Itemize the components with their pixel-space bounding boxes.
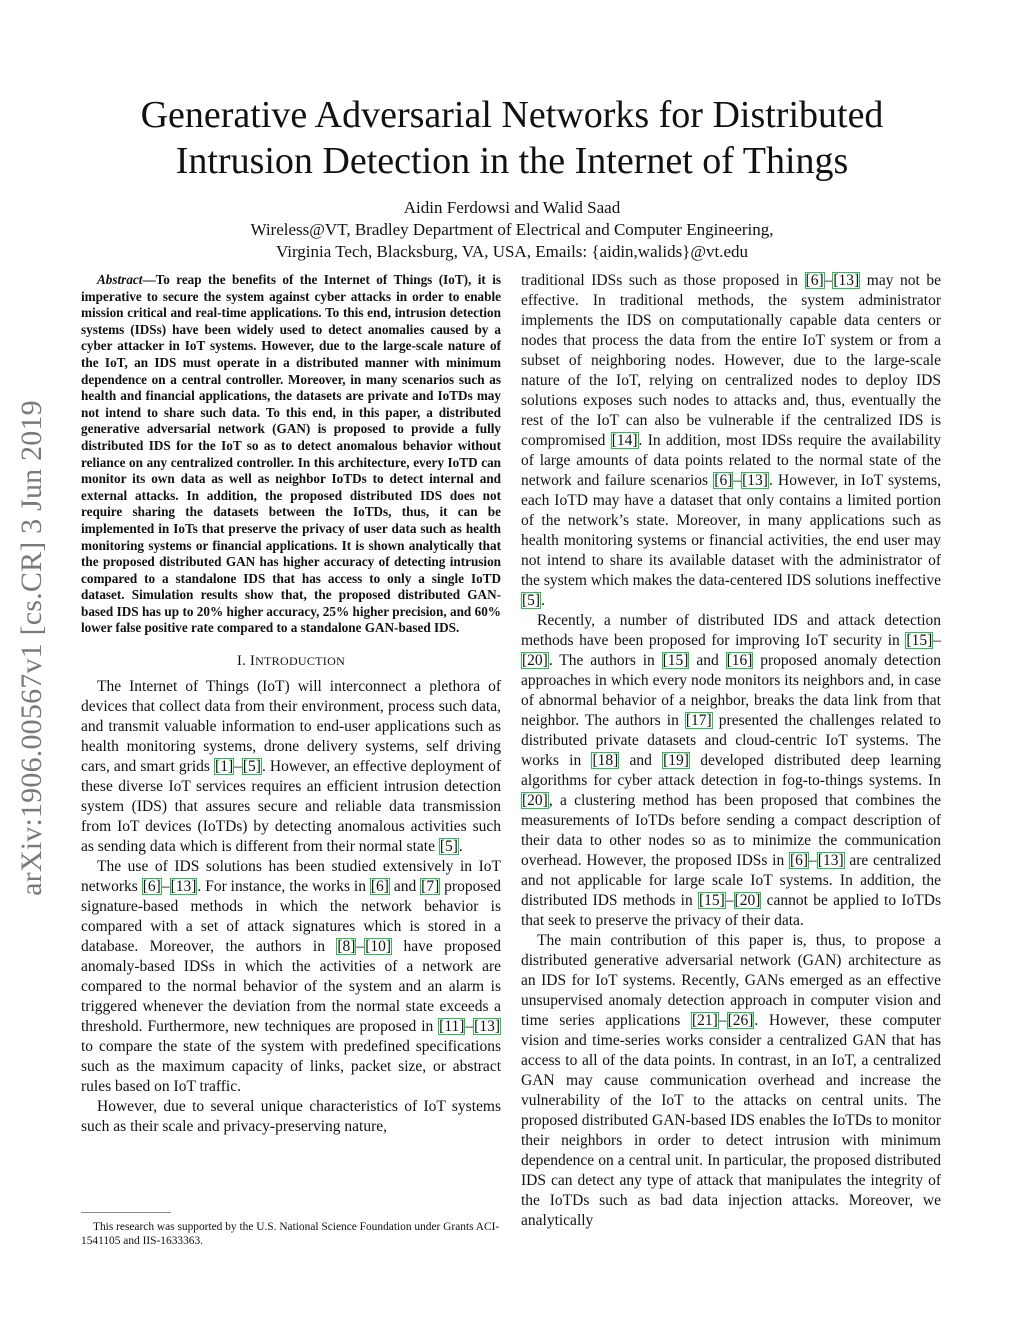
citation-link[interactable]: [15] <box>906 632 933 649</box>
text-run: have proposed anomaly-based IDSs in which the activities of a network are compared to the normal behavior of the system and an alarm is triggered whenever the deviation from the normal state exceeds a threshold. Furthermore, new techniques are proposed in <box>81 938 501 1036</box>
citation-link[interactable]: [19] <box>663 752 689 769</box>
citation-link[interactable]: [13] <box>833 272 860 289</box>
section-title-rest: NTRODUCTION <box>255 654 346 669</box>
citation-link[interactable]: [1] <box>215 758 234 776</box>
dash: – <box>824 272 833 289</box>
period: . <box>541 592 545 609</box>
section-title-cap: I <box>249 653 256 670</box>
citation-link[interactable]: [20] <box>734 892 761 909</box>
text-run: are centralized and not applicable for large scale IoT systems. In addition, the distributed IDS methods in <box>521 852 941 909</box>
text-run: The use of IDS solutions has been studied extensively in IoT networks <box>81 858 501 896</box>
intro-paragraph-2 <box>81 857 501 1097</box>
footnote-rule <box>81 1212 171 1213</box>
abstract-text: To reap the benefits of the Internet of Things (IoT), it is imperative to secure the system against cyber attacks in order to enable mission critical and real-time applications. To this end, intrusion detection systems (IDSs) have been widely used to detect anomalies caused by a cyber attacker in IoT systems. However, due to the large-scale nature of the IoT, an IDS must operate in a distributed manner with minimum dependence on a central controller. Moreover, in many scenarios such as health and financial applications, the datasets are private and IoTDs may not intend to share such data. To this end, in this paper, a distributed generative adversarial network (GAN) is proposed to provide a fully distributed IDS for the IoT so as to detect anomalous behavior without reliance on any centralized controller. In this architecture, every IoTD can monitor its own data as well as neighbor IoTDs to detect internal and external attacks. In addition, the proposed distributed IDS does not require sharing the datasets between the IoTDs, thus, it can be implemented in IoTs that preserve the privacy of user data such as health monitoring systems or financial applications. It is shown analytically that the proposed distributed GAN has higher accuracy of detecting intrusion compared to a standalone IDS that has access to only a single IoTD dataset. Simulation results show that, the proposed distributed GAN-based IDS has up to 20% higher accuracy, 25% higher precision, and 60% lower false positive rate compared to a standalone GAN-based IDS. <box>81 272 501 636</box>
citation-link[interactable]: [15] <box>662 652 689 669</box>
citation-link[interactable]: [16] <box>726 652 753 669</box>
citation-link[interactable]: [20] <box>522 792 548 809</box>
citation-link[interactable]: [21] <box>692 1012 718 1029</box>
citation-link[interactable]: [5] <box>522 592 541 609</box>
title-line-2: Intrusion Detection in the Internet of Things <box>175 140 849 182</box>
author-names: Aidin Ferdowsi and Walid Saad <box>403 198 621 217</box>
text-run: to compare the state of the system with predefined specifications such as the maximum capacity of links, packet size, or abstract rules based on IoT traffic. <box>81 1038 501 1096</box>
text-run: proposed anomaly detection approaches in which every node monitors its neighbors and, in case of abnormal behavior of a neighbor, breaks the data link from that neighbor. The authors in <box>521 652 941 729</box>
section-number: I. <box>236 653 246 670</box>
citation-link[interactable]: [11] <box>439 1018 465 1036</box>
intro-paragraph-3: However, due to several unique characteristics of IoT systems such as their scale and privacy-preserving nature, <box>81 1098 501 1136</box>
text-run: and <box>689 652 726 669</box>
abstract: Abstract—To reap the benefits of the Internet of Things (IoT), it is imperative to secure the system against cyber attacks in order to enable mission critical and real-time applications. To this end, intrusion detection systems (IDSs) have been widely used to detect anomalies caused by a cyber attacker in IoT systems. However, due to the large-scale nature of the IoT, an IDS must operate in a distributed manner with minimum dependence on a central controller. Moreover, in many scenarios such as health and financial applications, the datasets are private and IoTDs may not intend to share such data. To this end, in this paper, a distributed generative adversarial network (GAN) is proposed to provide a fully distributed IDS for the IoT so as to detect anomalous behavior without reliance on any centralized controller. In this architecture, every IoTD can monitor its own data as well as neighbor IoTDs to detect internal and external attacks. In addition, the proposed distributed IDS does not require sharing the datasets between the IoTDs, thus, it can be implemented in IoTs that preserve the privacy of user data such as health monitoring systems or financial applications. It is shown analytically that the proposed distributed GAN has higher accuracy of detecting intrusion compared to a standalone IDS that has access to only a single IoTD dataset. Simulation results show that, the proposed distributed GAN-based IDS has up to 20% higher accuracy, 25% higher precision, and 60% lower false positive rate compared to a standalone GAN-based IDS. <box>81 272 501 636</box>
affiliation: Wireless@VT, Bradley Department of Electrical and Computer Engineering, <box>250 220 774 239</box>
text-run: and <box>389 878 421 896</box>
right-column <box>521 271 941 1231</box>
citation-link[interactable]: [17] <box>685 712 712 729</box>
citation-link[interactable]: [6] <box>370 878 389 896</box>
dash: – <box>725 892 734 909</box>
text-run: presented the challenges related to distributed private datasets and cloud-centric IoT systems. The works in <box>521 712 941 769</box>
text-run: . However, an effective deployment of these diverse IoT services requires an efficient intrusion detection system (IDS) that assures secure and reliable data transmission from IoT devices (IoTDs) by detecting anomalous activities such as sending data which is different from their normal state <box>81 758 501 856</box>
citation-link[interactable]: [26] <box>727 1012 754 1029</box>
intro-paragraph-1 <box>81 677 501 857</box>
text-run: . In addition, most IDSs require the availability of large amounts of data points related to the normal state of the network and failure scenarios <box>521 432 941 489</box>
citation-link[interactable]: [5] <box>439 838 458 856</box>
text-run: may not be effective. In traditional methods, the system administrator implements the IDS on computationally capable data centers or nodes that process the data from the entire IoT system or from a subset of neighboring nodes. However, due to the large-scale nature of the IoT, relying on centralized nodes to deploy IDS solutions exposes such nodes to attacks and, thus, eventually the rest of the IoT can also be vulnerable if the centralized IDS is compromised <box>521 272 941 449</box>
text-run: . However, these computer vision and time-series works consider a centralized GAN that has access to all of the data points. In contrast, in an IoT, a centralized GAN may cause communication overhead and increase the vulnerability of the IoT to the attacks on central units. The proposed distributed GAN-based IDS enables the IoTDs to monitor their neighbors in order to detect intrusion with minimum dependence on a central unit. In particular, the proposed distributed IDS can detect any type of attack that manipulates the integrity of the IoTDs such as bad data injection attacks. Moreover, we analytically <box>521 1012 941 1229</box>
citation-link[interactable]: [7] <box>421 878 440 896</box>
citation-link[interactable]: [6] <box>714 472 733 489</box>
arxiv-id: arXiv:1906.00567v1 [cs.CR] 3 Jun 2019 <box>15 399 48 896</box>
citation-link[interactable]: [20] <box>522 652 548 669</box>
dash: – <box>465 1018 474 1036</box>
text-run: The main contribution of this paper is, thus, to propose a distributed generative adversarial network (GAN) architecture as an IDS for IoT systems. Recently, GANs emerged as an effective unsupervised anomaly detection approach in computer vision and time series applications <box>521 932 941 1029</box>
right-paragraph-2 <box>521 611 941 931</box>
abstract-label: Abstract <box>97 272 143 287</box>
dash: – <box>718 1012 727 1029</box>
author-block <box>60 197 964 263</box>
citation-link[interactable]: [13] <box>474 1018 500 1036</box>
right-paragraph-1 <box>521 271 941 611</box>
left-column <box>81 272 501 1137</box>
text-run: developed distributed deep learning algorithms for cyber attack detection in fog-to-things systems. In <box>521 752 941 789</box>
footnote: This research was supported by the U.S. National Science Foundation under Grants ACI-1541105 and IIS-1633363. <box>81 1221 500 1247</box>
paper-title <box>60 92 964 184</box>
period: . <box>458 838 463 856</box>
citation-link[interactable]: [10] <box>365 938 392 956</box>
citation-link[interactable]: [6] <box>142 878 161 896</box>
text-run: The Internet of Things (IoT) will interconnect a plethora of devices that collect data from their environment, process such data, and transmit valuable information to end-user applications such as health monitoring systems, drone delivery systems, self driving cars, and smart grids <box>81 678 501 776</box>
citation-link[interactable]: [15] <box>698 892 725 909</box>
citation-link[interactable]: [6] <box>805 272 824 289</box>
dash: – <box>161 878 170 896</box>
text-run: . For instance, the works in <box>197 878 370 896</box>
text-run: proposed signature-based methods in which the network behavior is compared with a set of attack signatures which is stored in a database. Moreover, the authors in <box>81 878 501 956</box>
dash: – <box>234 758 242 776</box>
text-run: and <box>619 752 663 769</box>
arxiv-sidebar-stamp <box>12 365 52 930</box>
text-run: , a clustering method has been proposed that combines the measurements of IoTDs before sending a compact description of their data to other nodes so as to minimize the communication overhead. However, the proposed IDSs in <box>521 792 941 869</box>
text-run: . However, in IoT systems, each IoTD may have a dataset that only contains a limited portion of the network’s state. Moreover, in many applications such as health monitoring systems or financial activities, the end user may not intend to share its available dataset with the administrator of the system which makes the data-centered IDS solutions ineffective <box>521 472 941 589</box>
text-run: . The authors in <box>548 652 662 669</box>
citation-link[interactable]: [6] <box>789 852 809 869</box>
emails: Virginia Tech, Blacksburg, VA, USA, Emails: {aidin,walids}@vt.edu <box>275 242 749 261</box>
dash: – <box>933 632 941 649</box>
citation-link[interactable]: [18] <box>592 752 619 769</box>
citation-link[interactable]: [8] <box>337 938 356 956</box>
citation-link[interactable]: [5] <box>242 758 261 776</box>
dash: – <box>809 852 817 869</box>
citation-link[interactable]: [13] <box>742 472 768 489</box>
dash: – <box>356 938 365 956</box>
title-line-1: Generative Adversarial Networks for Distributed <box>140 94 884 136</box>
text-run: cannot be applied to IoTDs that seek to preserve the privacy of their data. <box>521 892 941 929</box>
citation-link[interactable]: [14] <box>611 432 638 449</box>
section-heading-introduction <box>81 651 501 671</box>
text-run: Recently, a number of distributed IDS and attack detection methods have been proposed for improving IoT security in <box>521 612 941 649</box>
citation-link[interactable]: [13] <box>817 852 844 869</box>
citation-link[interactable]: [13] <box>170 878 197 896</box>
text-run: traditional IDSs such as those proposed in <box>521 272 805 289</box>
dash: – <box>733 472 742 489</box>
right-paragraph-3 <box>521 931 941 1231</box>
